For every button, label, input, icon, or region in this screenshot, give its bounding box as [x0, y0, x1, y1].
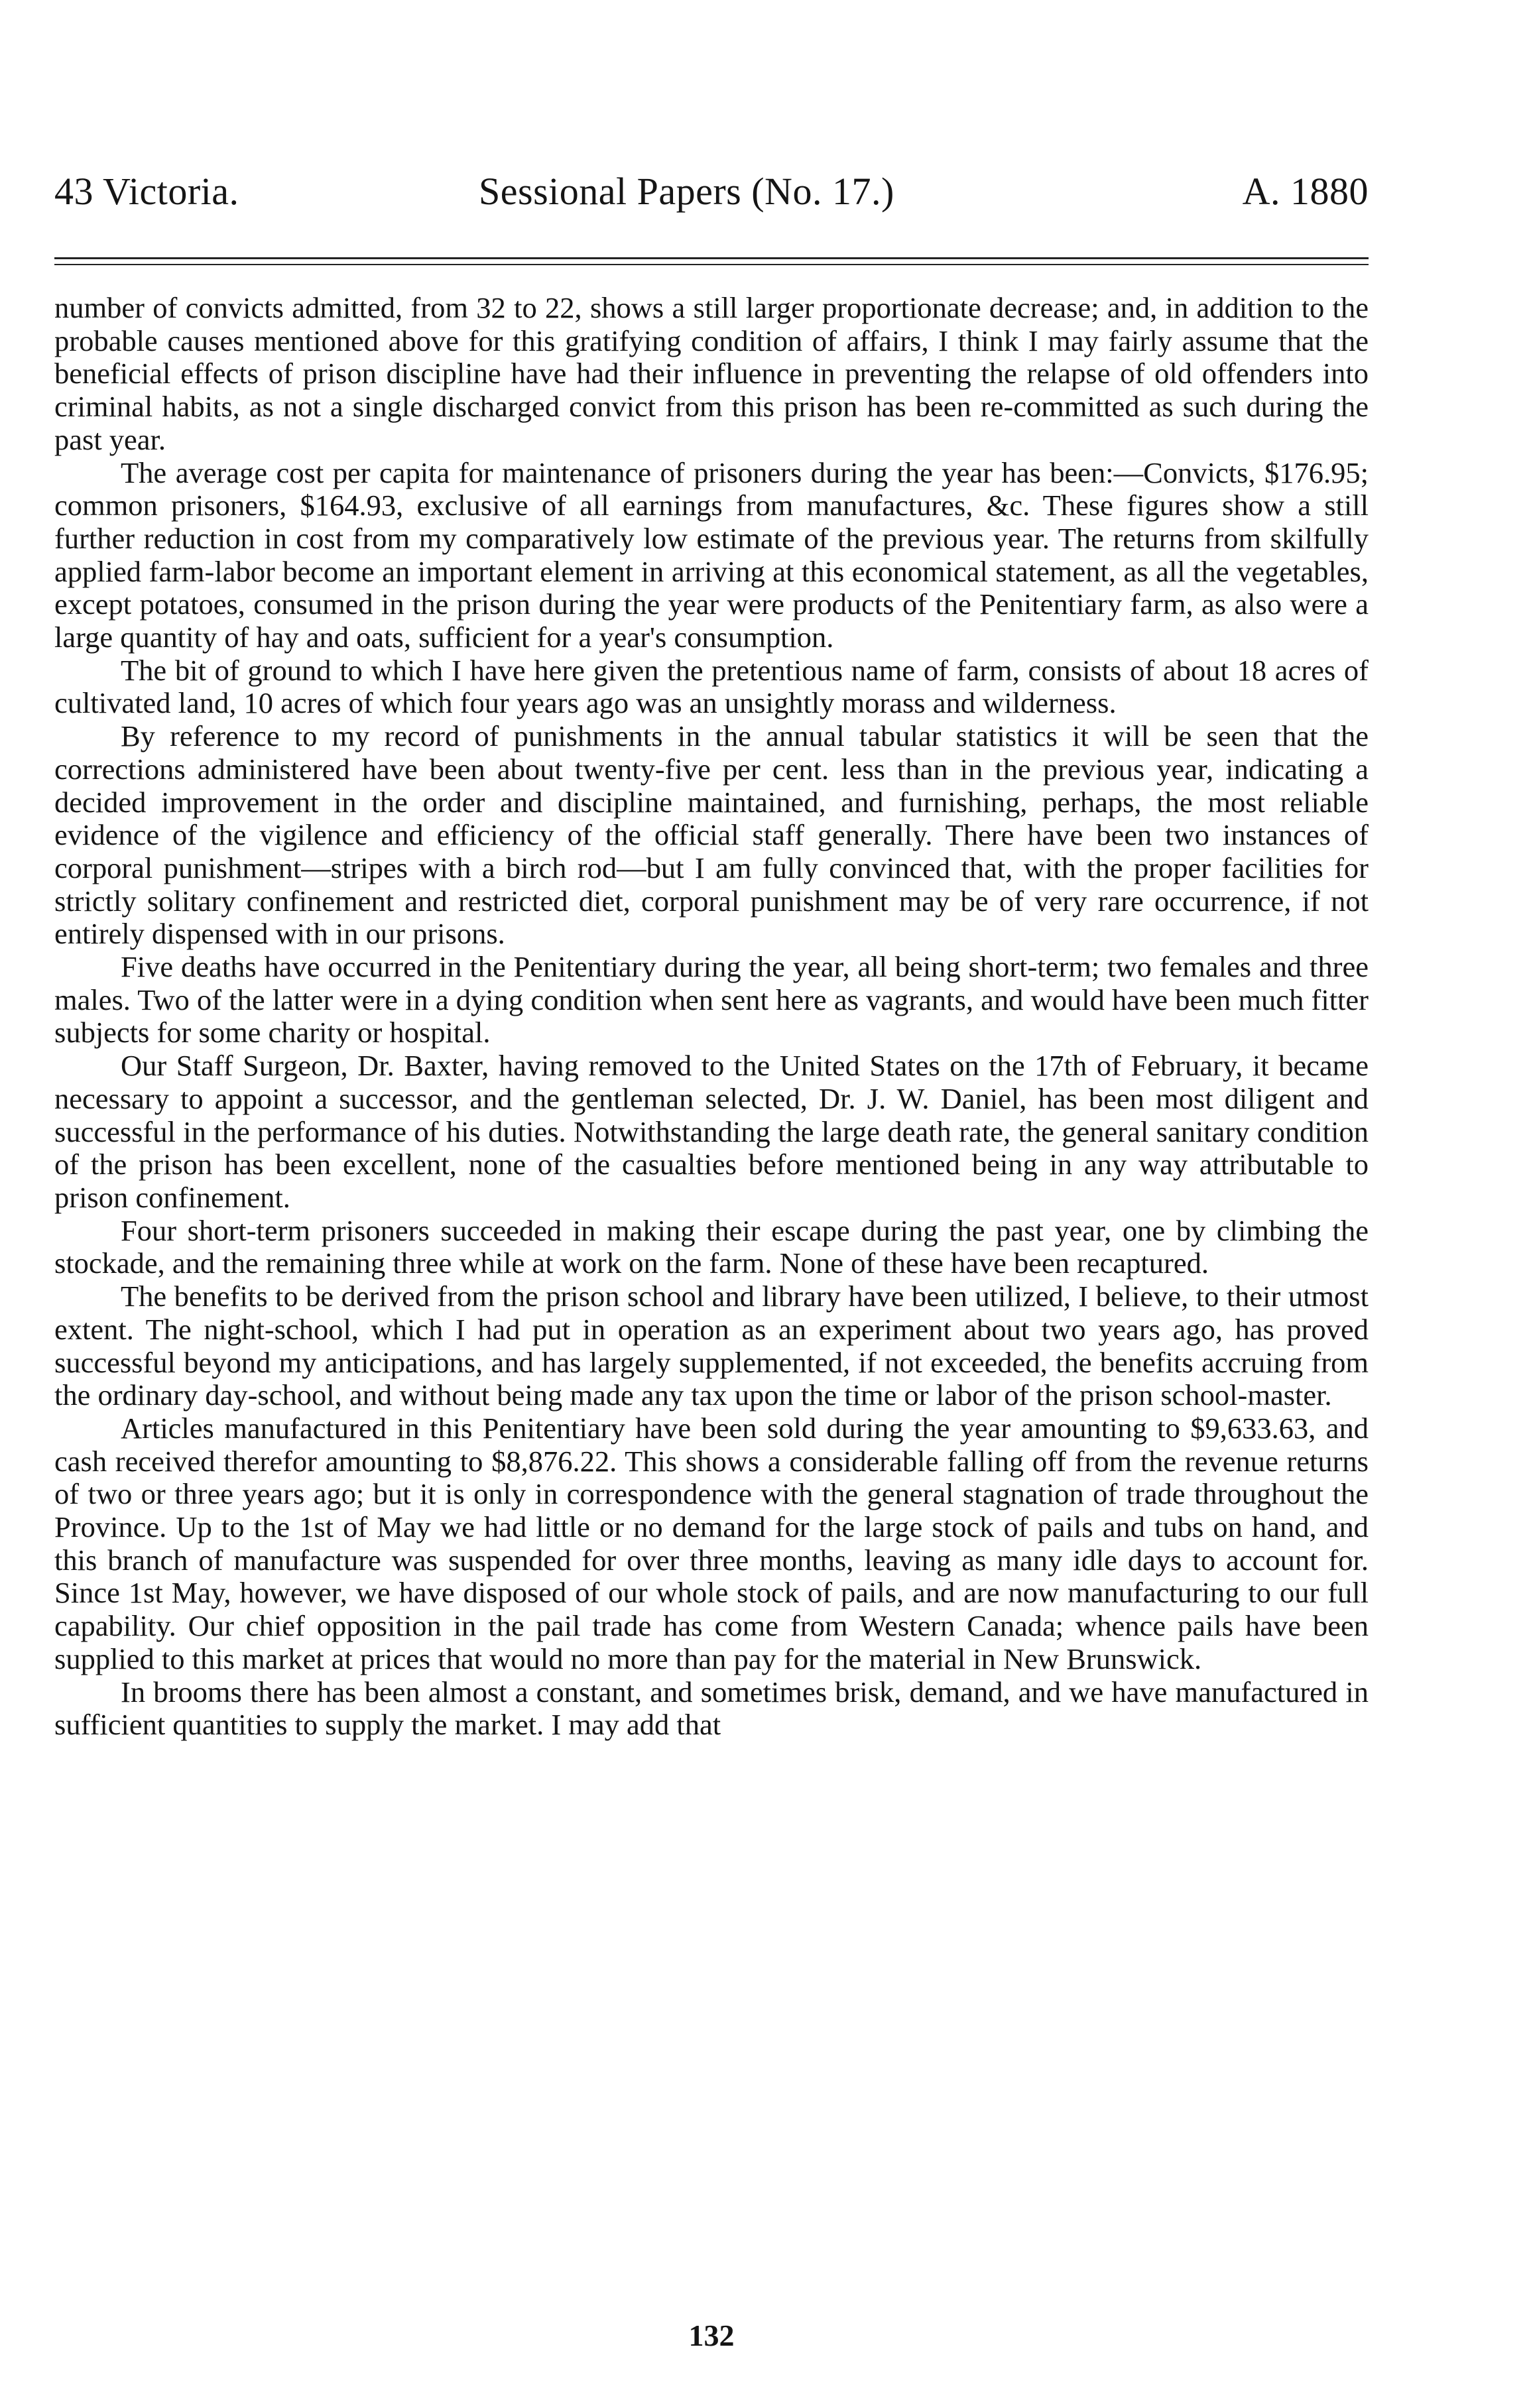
- paragraph: Four short-term prisoners succeeded in making their escape during the past year, one by climbing the stockade, and the remaining three while at work on the farm. None of these have been recaptured.: [54, 1213, 1369, 1280]
- paragraph: Articles manufactured in this Penitentiary have been sold during the year amounting to $9,633.63, and cash received therefor amounting to $8,876.22. This shows a considerable falling off from the revenue returns of two or three years ago; but it is only in correspondence with the general stagnation of trade throughout the Province. Up to the 1st of May we had little or no demand for the large stock of pails and tubs on hand, and this branch of manufacture was suspended for over three months, leaving as many idle days to account for. Since 1st May, however, we have disposed of our whole stock of pails, and are now manufacturing to our full capability. Our chief opposition in the pail trade has come from Western Canada; whence pails have been supplied to this market at prices that would no more than pay for the material in New Brunswick.: [54, 1411, 1369, 1675]
- paragraph: In brooms there has been almost a constant, and sometimes brisk, demand, and we have manufactured in sufficient quantities to supply the market. I may add that: [54, 1675, 1369, 1742]
- paragraph: By reference to my record of punishments in the annual tabular statistics it will be seen that the corrections administered have been about twenty-five per cent. less than in the previous year, indicating a decided improvement in the order and discipline maintained, and furnishing, perhaps, the most reliable evidence of the vigilence and efficiency of the official staff generally. There have been two instances of corporal punishment—stripes with a birch rod—but I am fully convinced that, with the proper facilities for strictly solitary confinement and restricted diet, corporal punishment may be of very rare occurrence, if not entirely dispensed with in our prisons.: [54, 719, 1369, 951]
- paragraph: Five deaths have occurred in the Penitentiary during the year, all being short-term; two females and three males. Two of the latter were in a dying condition when sent here as vagrants, and would have been much fitter subjects for some charity or hospital.: [54, 950, 1369, 1050]
- body-text: [54, 292, 1369, 1742]
- header-rule-top: [54, 257, 1369, 259]
- header-title: Sessional Papers (No. 17.): [479, 170, 894, 213]
- paragraph: The bit of ground to which I have here given the pretentious name of farm, consists of about 18 acres of cultivated land, 10 acres of which four years ago was an unsightly morass and wilderness.: [54, 653, 1369, 720]
- paragraph: The benefits to be derived from the prison school and library have been utilized, I believe, to their utmost extent. The night-school, which I had put in operation as an experiment about two years ago, has proved successful beyond my anticipations, and has largely supplemented, if not exceeded, the benefits accruing from the ordinary day-school, and without being made any tax upon the time or labor of the prison school-master.: [54, 1280, 1369, 1412]
- running-header: [54, 169, 1369, 229]
- header-year: A. 1880: [1242, 170, 1369, 213]
- page-number: 132: [688, 2318, 735, 2352]
- paragraph: number of convicts admitted, from 32 to 22, shows a still larger proportionate decrease; and, in addition to the probable causes mentioned above for this gratifying condition of affairs, I think I may fairly assume that the beneficial effects of prison discipline have had their influence in preventing the relapse of old offenders into criminal habits, as not a single discharged convict from this prison has been re-committed as such during the past year.: [54, 291, 1369, 456]
- paragraph: The average cost per capita for maintenance of prisoners during the year has been:—Convicts, $176.95; common prisoners, $164.93, exclusive of all earnings from manufactures, &c. These figures show a still further reduction in cost from my comparatively low estimate of the previous year. The returns from skilfully applied farm-labor become an important element in arriving at this economical statement, as all the vegetables, except potatoes, consumed in the prison during the year were products of the Penitentiary farm, as also were a large quantity of hay and oats, sufficient for a year's consumption.: [54, 455, 1369, 654]
- paragraph: Our Staff Surgeon, Dr. Baxter, having removed to the United States on the 17th of February, it became necessary to appoint a successor, and the gentleman selected, Dr. J. W. Daniel, has been most diligent and successful in the performance of his duties. Notwithstanding the large death rate, the general sanitary condition of the prison has been excellent, none of the casualties before mentioned being in any way attributable to prison confinement.: [54, 1049, 1369, 1214]
- document-page: [54, 0, 1369, 2408]
- header-volume: 43 Victoria.: [54, 170, 239, 213]
- header-rule-bottom: [54, 264, 1369, 265]
